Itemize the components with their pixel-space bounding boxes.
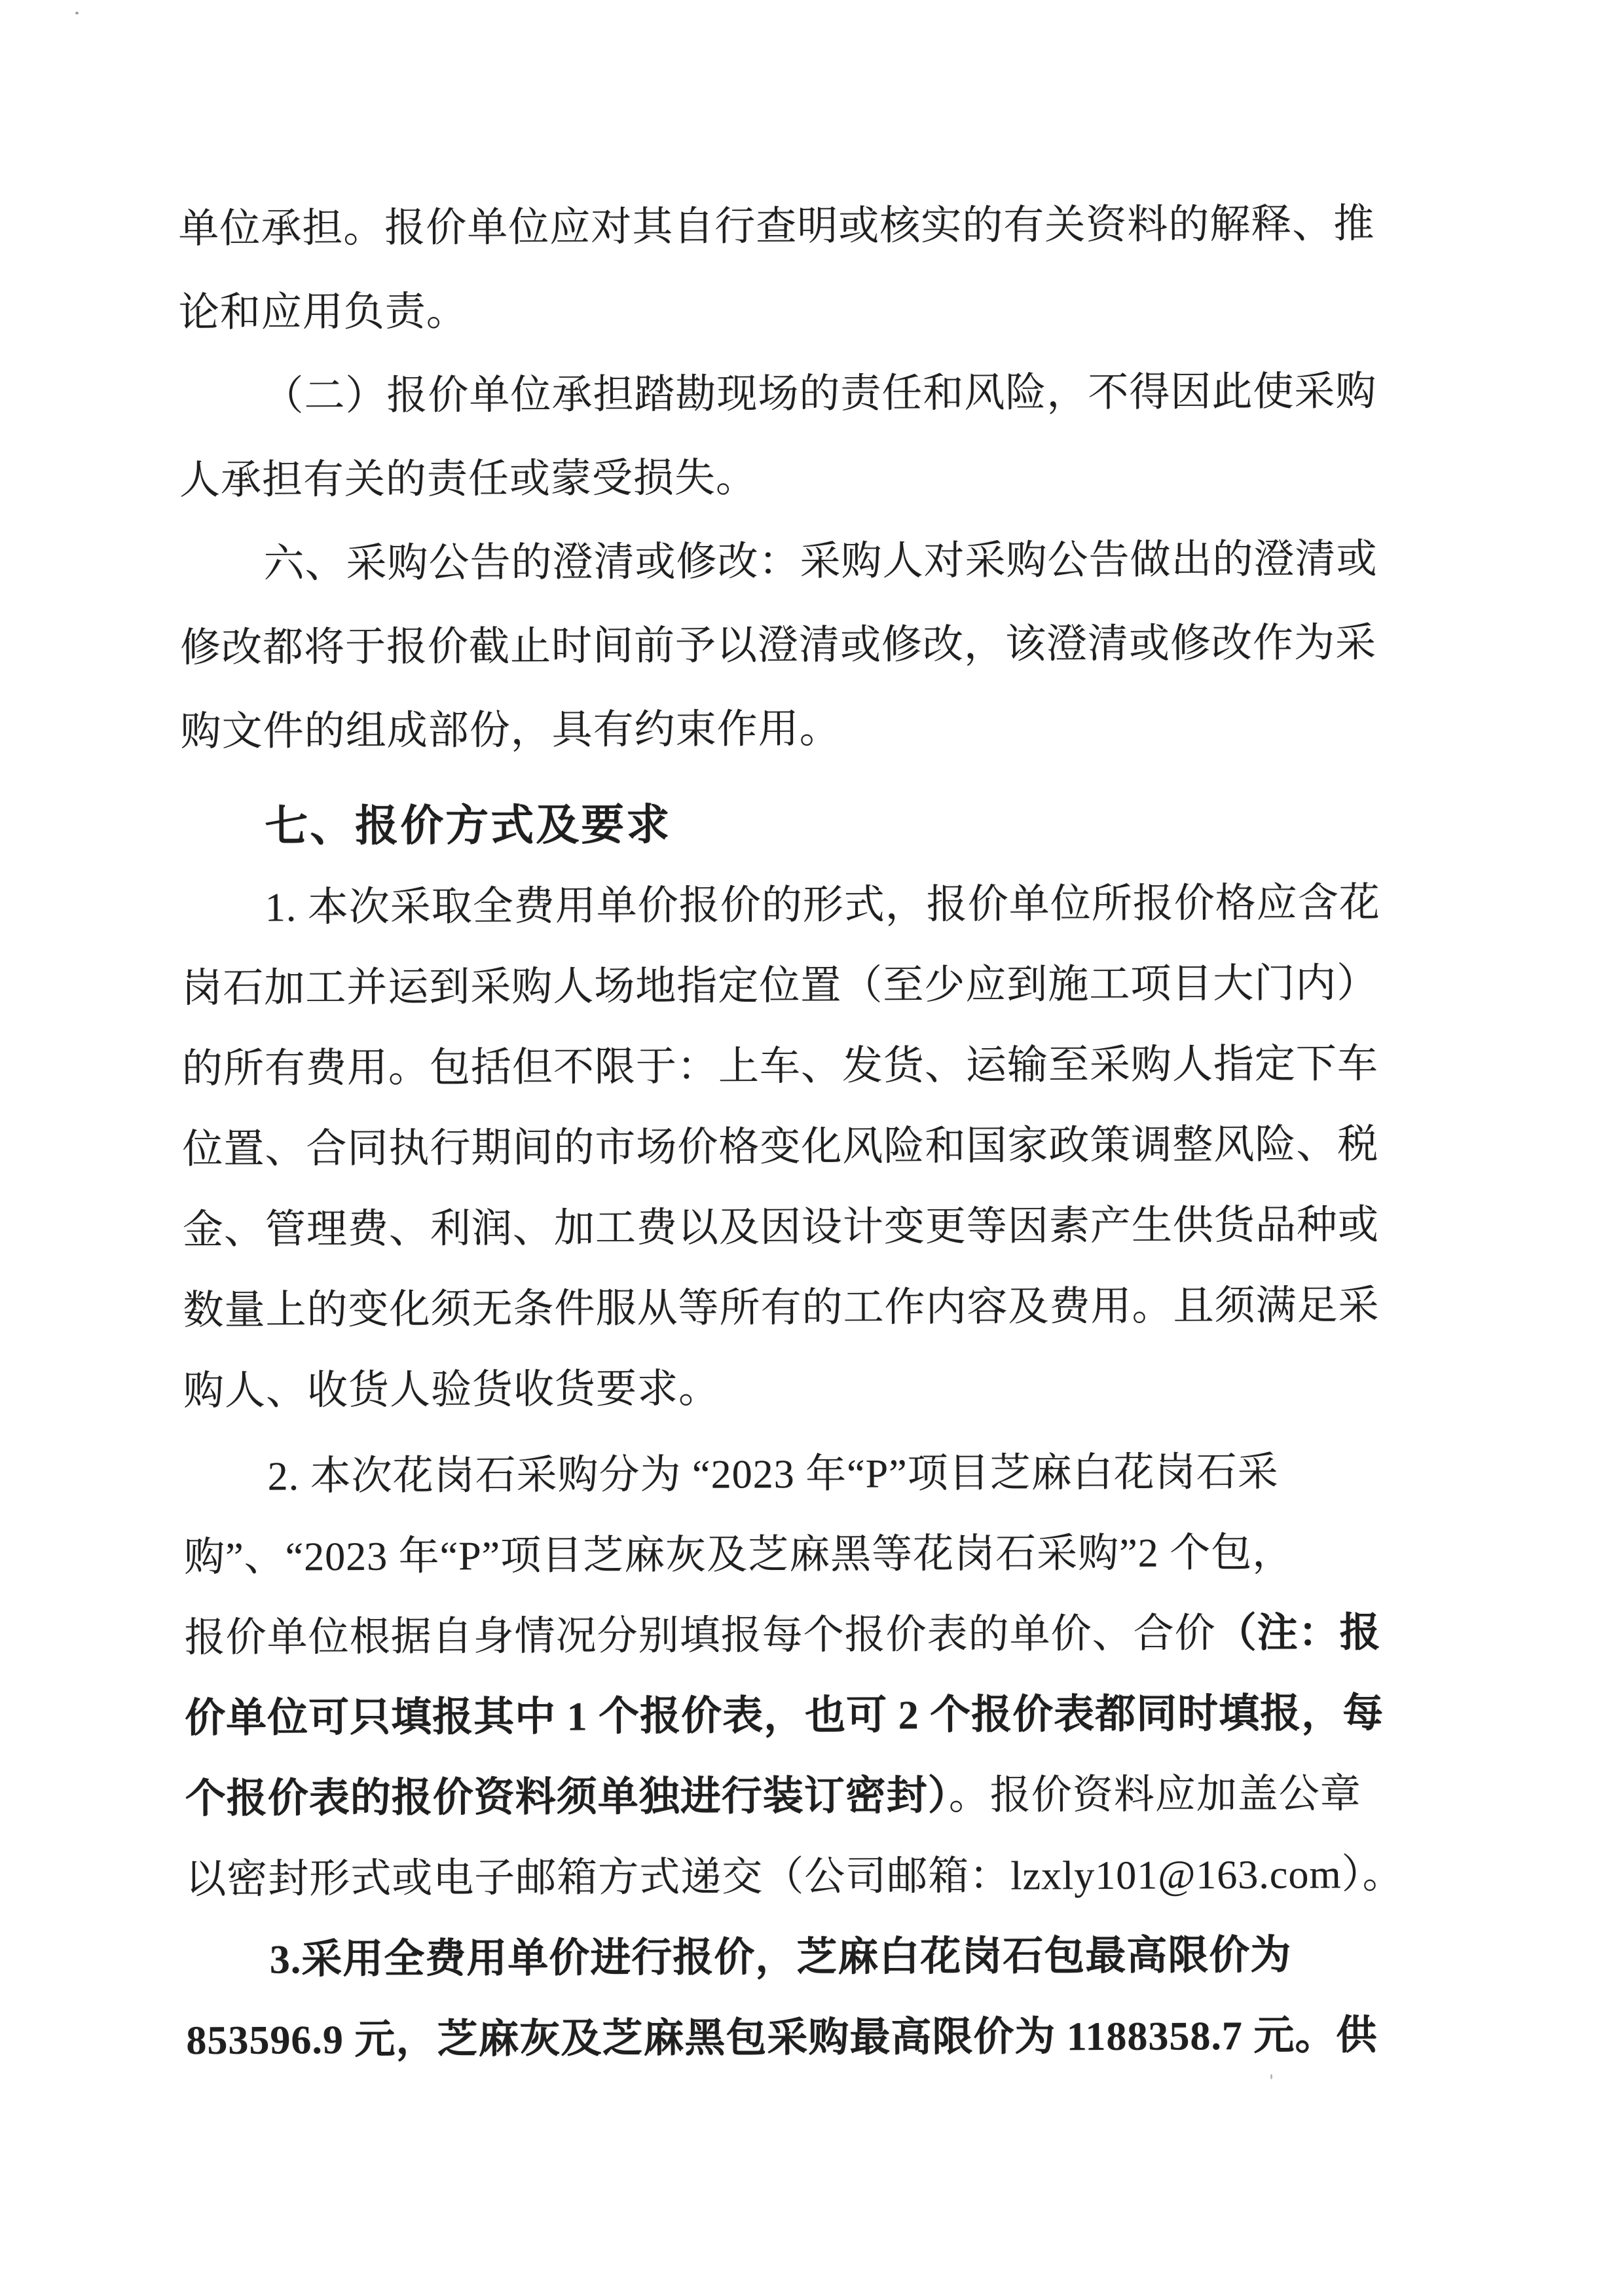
text-line bbox=[185, 1754, 1436, 1840]
line-text-bold: （注：报 bbox=[1215, 1611, 1381, 1656]
text-line bbox=[184, 1512, 1435, 1598]
line-text: 岗石加工并运到采购人场地指定位置（至少应到施工项目大门内） bbox=[181, 961, 1378, 1011]
text-line bbox=[185, 1673, 1436, 1759]
document-text-block bbox=[178, 182, 1437, 2081]
text-line bbox=[179, 350, 1430, 439]
line-text: 人承担有关的责任或蒙受损失。 bbox=[179, 456, 758, 503]
text-line bbox=[184, 1593, 1435, 1679]
line-text: 论和应用负责。 bbox=[178, 289, 468, 336]
text-line bbox=[183, 1432, 1435, 1518]
line-text: 2. 本次花岗石采购分为 “2023 年“P”项目芝麻白花岗石采 bbox=[267, 1449, 1279, 1499]
text-line bbox=[180, 601, 1431, 690]
line-text-bold: 价单位可只填报其中 1 个报价表，也可 2 个报价表都同时填报，每 bbox=[185, 1691, 1384, 1741]
line-text: 购文件的组成部份，具有约束作用。 bbox=[180, 706, 841, 755]
line-text: 位置、合同执行期间的市场价格变化风险和国家政策调整风险、税 bbox=[182, 1122, 1379, 1173]
section-heading bbox=[181, 779, 1432, 868]
line-text: 1. 本次采取全费用单价报价的形式，报价单位所报价格应含花 bbox=[265, 881, 1380, 930]
line-text: 以密封形式或电子邮箱方式递交（公司邮箱：lzxly101@163.com）。 bbox=[185, 1852, 1404, 1903]
line-text: 购”、“2023 年“P”项目芝麻灰及芝麻黑等花岗石采购”2 个包， bbox=[183, 1530, 1294, 1580]
scan-speck bbox=[75, 12, 79, 14]
line-text: 。报价资料应加盖公章 bbox=[948, 1772, 1361, 1819]
text-line bbox=[185, 1834, 1437, 1920]
line-text: （二）报价单位承担踏勘现场的责任和风险，不得因此使采购 bbox=[263, 369, 1377, 419]
text-line bbox=[182, 1104, 1433, 1190]
line-text: 修改都将于报价截止时间前予以澄清或修改，该澄清或修改作为采 bbox=[179, 621, 1377, 671]
line-text: 的所有费用。包括但不限于：上车、发货、运输至采购人指定下车 bbox=[181, 1042, 1379, 1092]
line-text: 金、管理费、利润、加工费以及因设计变更等因素产生供货品种或 bbox=[182, 1203, 1380, 1253]
lower-text-block bbox=[181, 863, 1437, 2081]
text-line bbox=[183, 1346, 1435, 1432]
text-line bbox=[181, 863, 1433, 949]
text-line bbox=[183, 1266, 1434, 1351]
text-line bbox=[180, 685, 1431, 774]
text-line bbox=[186, 1995, 1437, 2081]
line-text: 购人、收货人验货收货要求。 bbox=[183, 1366, 720, 1414]
text-line bbox=[183, 1185, 1434, 1271]
line-text-bold: 853596.9 元，芝麻灰及芝麻黑包采购最高限价为 1188358.7 元。供 bbox=[186, 2013, 1378, 2064]
text-line bbox=[186, 1915, 1437, 2001]
line-text: 报价单位根据自身情况分别填报每个报价表的单价、合价 bbox=[184, 1611, 1216, 1661]
text-line bbox=[179, 433, 1431, 522]
text-line bbox=[179, 517, 1431, 606]
text-line bbox=[181, 943, 1433, 1029]
section-heading-text: 七、报价方式及要求 bbox=[265, 799, 672, 850]
line-text: 数量上的变化须无条件服从等所有的工作内容及费用。且须满足采 bbox=[183, 1283, 1380, 1334]
line-text-bold: 3.采用全费用单价进行报价，芝麻白花岗石包最高限价为 bbox=[269, 1933, 1292, 1982]
upper-text-block bbox=[178, 182, 1432, 868]
text-line bbox=[178, 182, 1430, 271]
line-text-bold: 个报价表的报价资料须单独进行装订密封） bbox=[185, 1774, 949, 1822]
text-line bbox=[182, 1024, 1433, 1110]
line-text: 单位承担。报价单位应对其自行查明或核实的有关资料的解释、推 bbox=[178, 202, 1375, 252]
line-text: 六、采购公告的澄清或修改：采购人对采购公告做出的澄清或 bbox=[263, 537, 1378, 587]
text-line bbox=[179, 266, 1430, 355]
